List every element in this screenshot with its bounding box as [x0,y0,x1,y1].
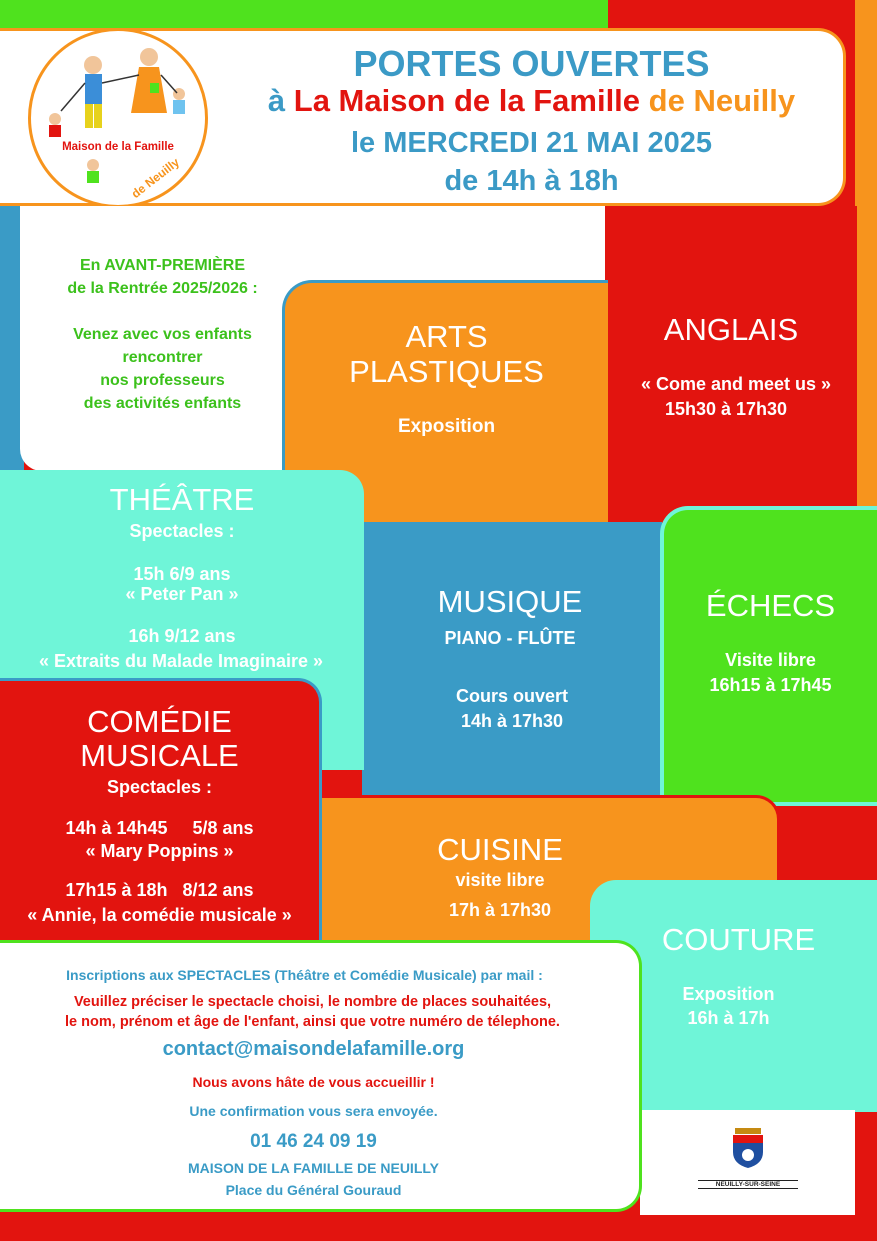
logo [28,28,208,208]
musique-title: MUSIQUE [437,584,583,619]
arts-subtitle: Exposition [397,416,496,437]
comedie-show2-time: 17h15 à 18h 8/12 ans [65,880,254,900]
bg-orange-right-strip [855,0,877,520]
intro-text: En AVANT-PREMIÈRE de la Rentrée 2025/2026 : Venez avec vos enfants rencontrer nos professeurs des activités enfants [67,257,258,412]
cuisine-title: CUISINE [437,832,563,867]
organization-name: MAISON DE LA FAMILLE DE NEUILLY [188,1160,439,1176]
arts-title: ARTS PLASTIQUES [349,319,544,389]
cuisine-line1: visite libre [455,870,545,890]
theatre-show2-time: 16h 9/12 ans [128,626,236,646]
echecs-line2: 16h15 à 17h45 [709,675,832,695]
bg-green-top [0,0,608,30]
comedie-show1-time: 14h à 14h45 5/8 ans [65,818,254,838]
musique-line1: Cours ouvert [455,686,569,706]
logo-subtitle: de Neuilly [128,155,182,201]
family-figures-icon [31,31,205,205]
request-line2: le nom, prénom et âge de l'enfant, ainsi que votre numéro de télephone. [65,1014,560,1030]
musique-subtitle: PIANO - FLÛTE [444,628,576,648]
comedie-subtitle: Spectacles : [106,777,213,797]
address: Place du Général Gouraud [225,1182,402,1198]
theatre-show1-name: « Peter Pan » [125,584,239,604]
couture-line2: 16h à 17h [687,1008,770,1028]
echecs-line1: Visite libre [725,650,816,670]
inscription-note: Inscriptions aux SPECTACLES (Théâtre et Comédie Musicale) par mail : [66,967,543,983]
anglais-title: ANGLAIS [663,312,799,347]
comedie-show1-name: « Mary Poppins » [85,841,234,861]
echecs-block [660,506,877,806]
email-link[interactable]: contact@maisondelafamille.org [162,1038,465,1060]
couture-line1: Exposition [682,984,775,1004]
anglais-block [605,206,857,556]
welcome-text: Nous avons hâte de vous accueillir ! [192,1074,435,1090]
musique-line2: 14h à 17h30 [460,711,564,731]
city-crest-icon [731,1128,765,1168]
city-name: NEUILLY-SUR-SEINE [698,1180,798,1189]
info-box [0,940,642,1212]
header-hours: de 14h à 18h [444,165,619,197]
echecs-title: ÉCHECS [705,588,836,623]
theatre-show1-time: 15h 6/9 ans [133,564,231,584]
comedie-show2-name: « Annie, la comédie musicale » [27,905,292,925]
musique-block [362,522,662,812]
confirmation-text: Une confirmation vous sera envoyée. [189,1103,438,1119]
request-line1: Veuillez préciser le spectacle choisi, le nombre de places souhaitées, [73,994,552,1010]
theatre-title: THÉÂTRE [109,482,255,517]
header-subtitle: à La Maison de la Famille de Neuilly [267,83,796,118]
phone-number: 01 46 24 09 19 [250,1131,377,1152]
theatre-show2-name: « Extraits du Malade Imaginaire » [38,651,324,671]
header-date: le MERCREDI 21 MAI 2025 [350,127,712,159]
theatre-subtitle: Spectacles : [129,521,235,541]
comedie-block [0,678,322,943]
anglais-subtitle: « Come and meet us » [640,374,832,394]
anglais-time: 15h30 à 17h30 [664,399,788,419]
couture-title: COUTURE [661,922,816,957]
city-logo-box [640,1110,855,1215]
comedie-title: COMÉDIE MUSICALE [80,704,239,773]
header-title: PORTES OUVERTES [353,43,710,84]
cuisine-line2: 17h à 17h30 [448,900,552,920]
logo-name: Maison de la Famille [62,141,174,153]
